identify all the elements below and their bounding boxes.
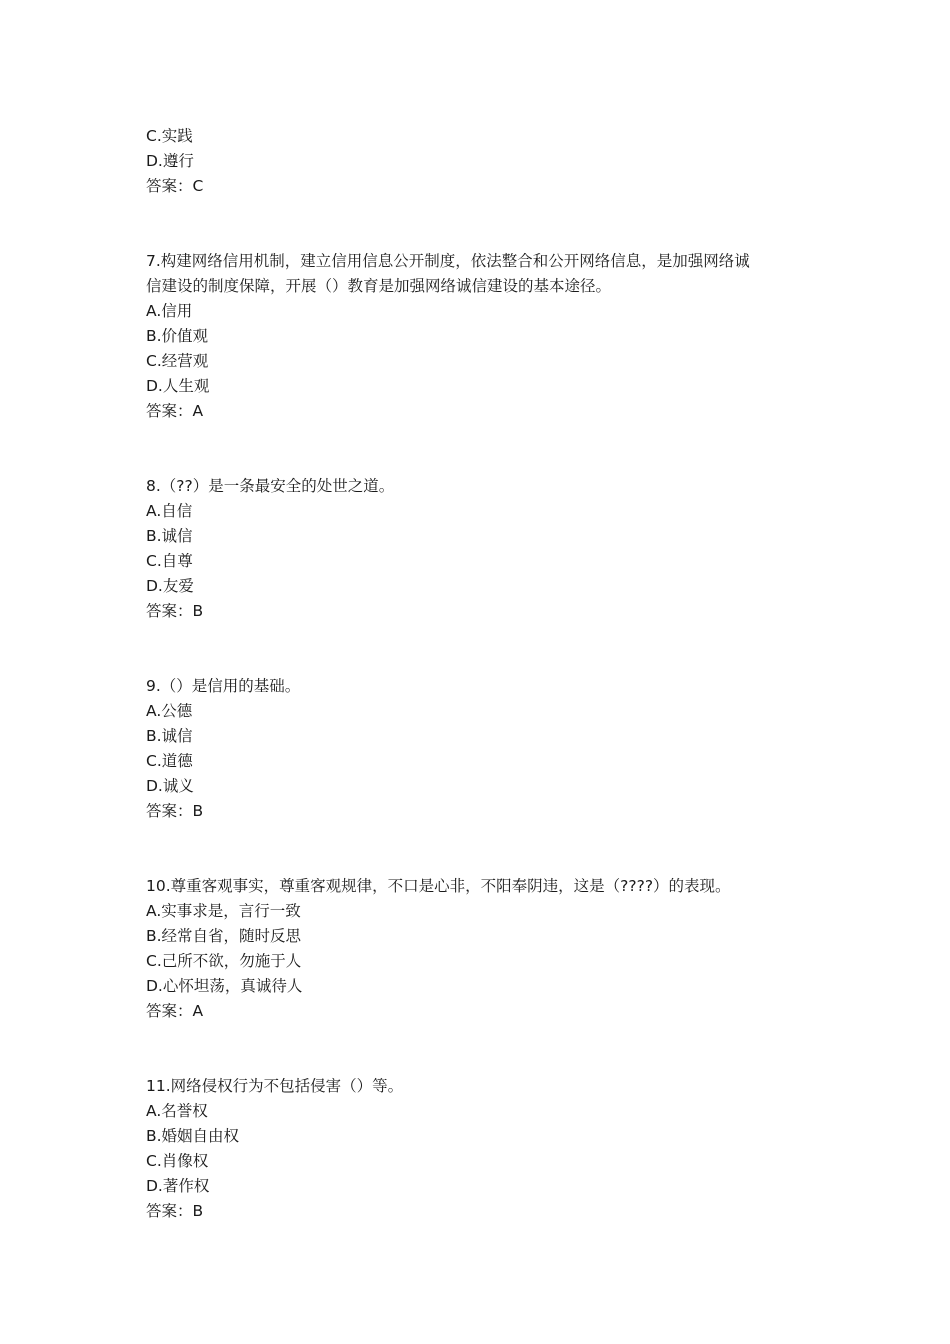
spacer xyxy=(146,1024,826,1074)
question-7 xyxy=(146,249,826,424)
option-a: A.实事求是，言行一致 xyxy=(146,902,301,920)
question-text: 11.网络侵权行为不包括侵害（）等。 xyxy=(146,1077,404,1095)
answer-line: 答案：A xyxy=(146,1002,204,1020)
question-text-line-1: 7.构建网络信用机制，建立信用信息公开制度，依法整合和公开网络信息，是加强网络诚 xyxy=(146,252,750,270)
question-6-partial xyxy=(146,124,826,199)
spacer xyxy=(146,824,826,874)
answer-line: 答案：B xyxy=(146,602,204,620)
option-b: B.经常自省，随时反思 xyxy=(146,927,302,945)
option-a: A.自信 xyxy=(146,502,193,520)
option-c: C.自尊 xyxy=(146,552,193,570)
question-8 xyxy=(146,474,826,624)
option-d: D.著作权 xyxy=(146,1177,210,1195)
question-text: 10.尊重客观事实，尊重客观规律，不口是心非，不阳奉阴违，这是（????）的表现。 xyxy=(146,877,731,895)
option-d: D.诚义 xyxy=(146,777,194,795)
option-a: A.公德 xyxy=(146,702,193,720)
question-text: 9.（）是信用的基础。 xyxy=(146,677,301,695)
answer-line: 答案：B xyxy=(146,1202,204,1220)
option-d: D.心怀坦荡，真诚待人 xyxy=(146,977,303,995)
question-text-line-2: 信建设的制度保障，开展（）教育是加强网络诚信建设的基本途径。 xyxy=(146,277,612,295)
document-page xyxy=(146,124,826,1224)
option-b: B.婚姻自由权 xyxy=(146,1127,240,1145)
option-c: C.己所不欲，勿施于人 xyxy=(146,952,302,970)
question-9 xyxy=(146,674,826,824)
option-c: C.经营观 xyxy=(146,352,209,370)
option-b: B.诚信 xyxy=(146,527,193,545)
question-10 xyxy=(146,874,826,1024)
option-b: B.诚信 xyxy=(146,727,193,745)
question-text: 8.（??）是一条最安全的处世之道。 xyxy=(146,477,395,495)
spacer xyxy=(146,199,826,249)
option-b: B.价值观 xyxy=(146,327,209,345)
option-a: A.名誉权 xyxy=(146,1102,208,1120)
option-c: C.道德 xyxy=(146,752,193,770)
spacer xyxy=(146,424,826,474)
answer-line: 答案：B xyxy=(146,802,204,820)
option-d: D.人生观 xyxy=(146,377,210,395)
answer-line: 答案：A xyxy=(146,402,204,420)
spacer xyxy=(146,624,826,674)
option-d: D.遵行 xyxy=(146,152,194,170)
option-c: C.肖像权 xyxy=(146,1152,209,1170)
option-d: D.友爱 xyxy=(146,577,194,595)
answer-line: 答案：C xyxy=(146,177,204,195)
option-a: A.信用 xyxy=(146,302,193,320)
question-11 xyxy=(146,1074,826,1224)
option-c: C.实践 xyxy=(146,127,193,145)
